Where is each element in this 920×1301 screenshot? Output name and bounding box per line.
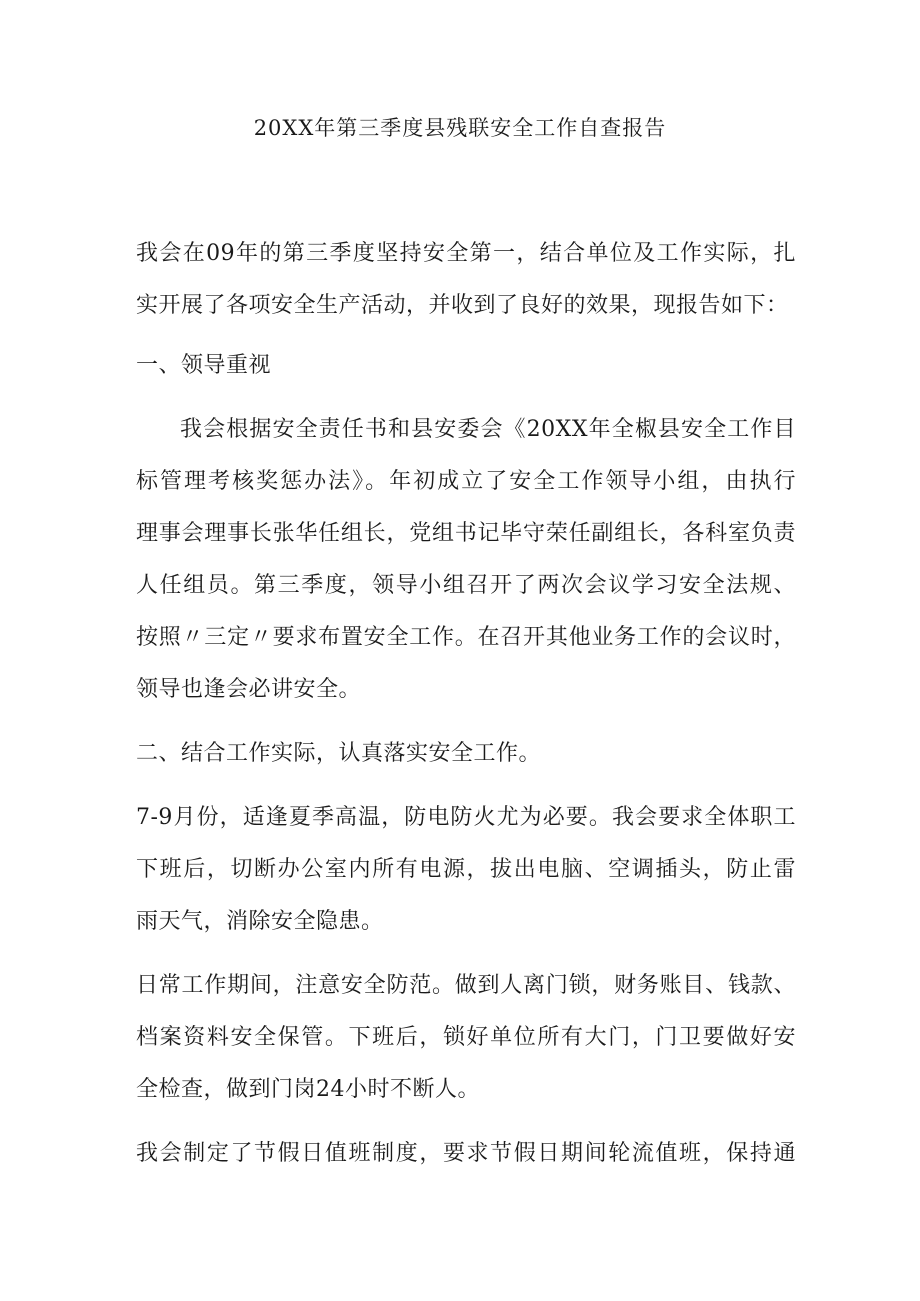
- document-title: 20XX年第三季度县残联安全工作自查报告: [253, 116, 667, 140]
- heading-line: 一、领导重视: [136, 353, 272, 378]
- heading-line: 二、结合工作实际，认真落实安全工作。: [136, 741, 542, 766]
- paragraph-holiday-duty: [136, 1128, 796, 1180]
- text-line: 标管理考核奖惩办法》。年初成立了安全工作领导小组，由执行: [136, 469, 796, 494]
- text-line: 我会在09年的第三季度坚持安全第一，结合单位及工作实际，扎: [136, 241, 796, 266]
- text-line: 我会制定了节假日值班制度，要求节假日期间轮流值班，保持通: [136, 1141, 796, 1166]
- section-heading-1: [136, 340, 796, 392]
- section-heading-2: [136, 728, 796, 780]
- text-line: 理事会理事长张华任组长，党组书记毕守荣任副组长，各科室负责: [136, 521, 796, 546]
- text-line: 我会根据安全责任书和县安委会《20XX年全椒县安全工作目: [180, 417, 796, 442]
- text-line: 按照〃三定〃要求布置安全工作。在召开其他业务工作的会议时，: [136, 625, 796, 650]
- paragraph-summer-safety: [136, 792, 796, 948]
- text-line: 雨天气，消除安全隐患。: [136, 909, 384, 934]
- paragraph-leadership: [136, 404, 796, 716]
- text-line: 下班后，切断办公室内所有电源，拔出电脑、空调插头，防止雷: [136, 857, 796, 882]
- text-line: 7-9月份，适逢夏季高温，防电防火尤为必要。我会要求全体职工: [136, 805, 796, 830]
- text-line: 人任组员。第三季度，领导小组召开了两次会议学习安全法规、: [136, 573, 796, 598]
- paragraph-intro: [136, 228, 796, 332]
- text-line: 实开展了各项安全生产活动，并收到了良好的效果，现报告如下：: [136, 293, 789, 318]
- text-line: 领导也逢会必讲安全。: [136, 677, 362, 702]
- paragraph-daily-safety: [136, 960, 796, 1116]
- text-line: 日常工作期间，注意安全防范。做到人离门锁，财务账目、钱款、: [136, 973, 796, 998]
- text-line: 档案资料安全保管。下班后，锁好单位所有大门，门卫要做好安: [136, 1025, 796, 1050]
- document-body: [136, 228, 796, 1180]
- text-line: 全检查，做到门岗24小时不断人。: [136, 1077, 480, 1102]
